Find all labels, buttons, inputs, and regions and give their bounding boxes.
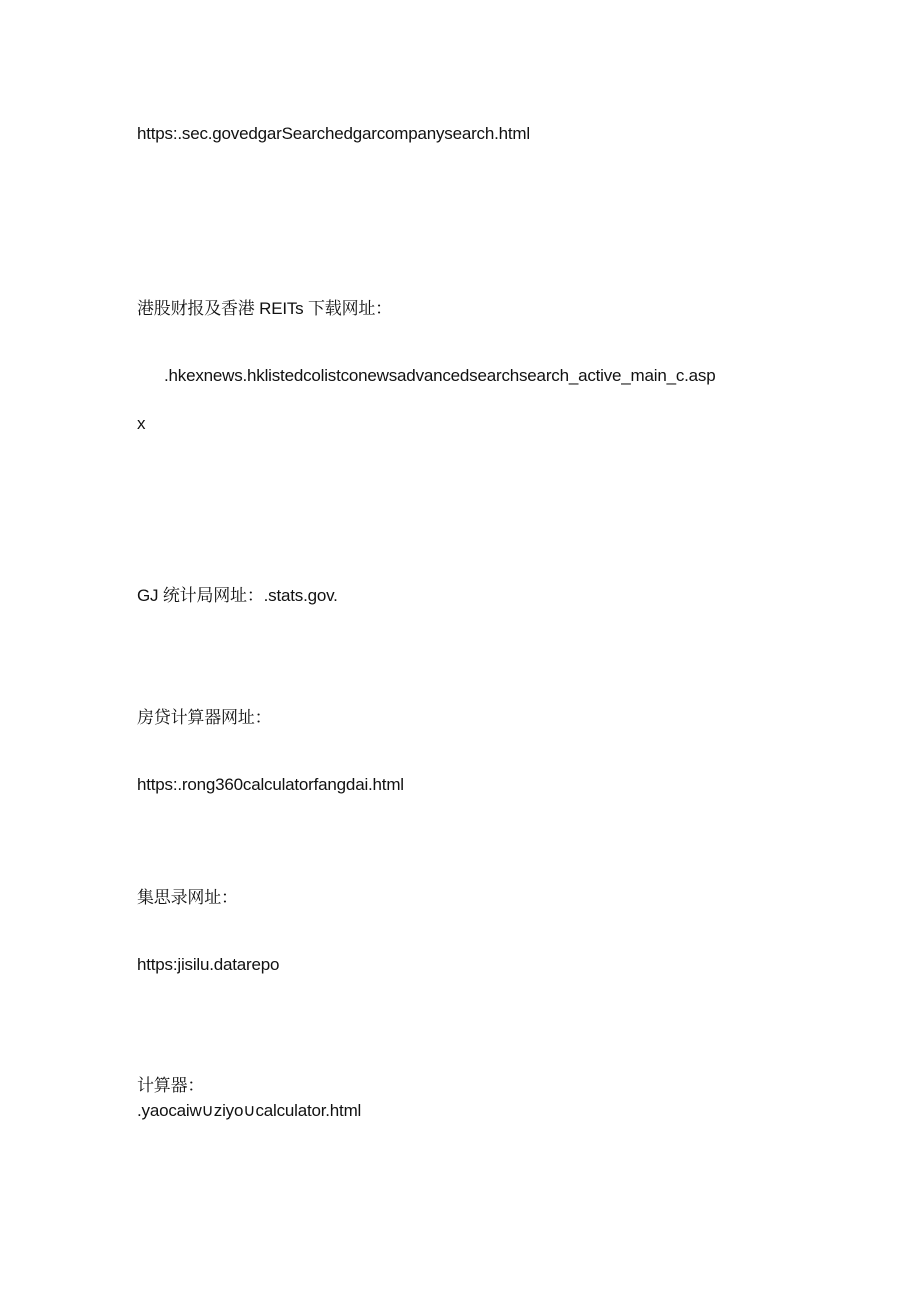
sec-edgar-url: https:.sec.govedgarSearchedgarcompanysearch.html	[137, 124, 530, 143]
stats-bureau-line: GJ 统计局网址：.stats.gov.	[137, 586, 338, 605]
jisilu-url: https:jisilu.datarepo	[137, 955, 280, 974]
calculator-url: .yaocaiw∪ziyo∪calculator.html	[137, 1101, 362, 1120]
hkexnews-url: .hkexnews.hklistedcolistconewsadvancedsearchsearch_active_main_c.asp	[164, 366, 716, 385]
jisilu-label: 集思录网址：	[137, 888, 238, 907]
mortgage-calculator-url: https:.rong360calculatorfangdai.html	[137, 775, 404, 794]
calculator-label: 计算器：	[137, 1076, 205, 1095]
hk-reports-label: 港股财报及香港 REITs 下载网址：	[137, 299, 392, 318]
hkexnews-url-continued: x	[137, 414, 146, 433]
mortgage-calculator-label: 房贷计算器网址：	[137, 708, 272, 727]
